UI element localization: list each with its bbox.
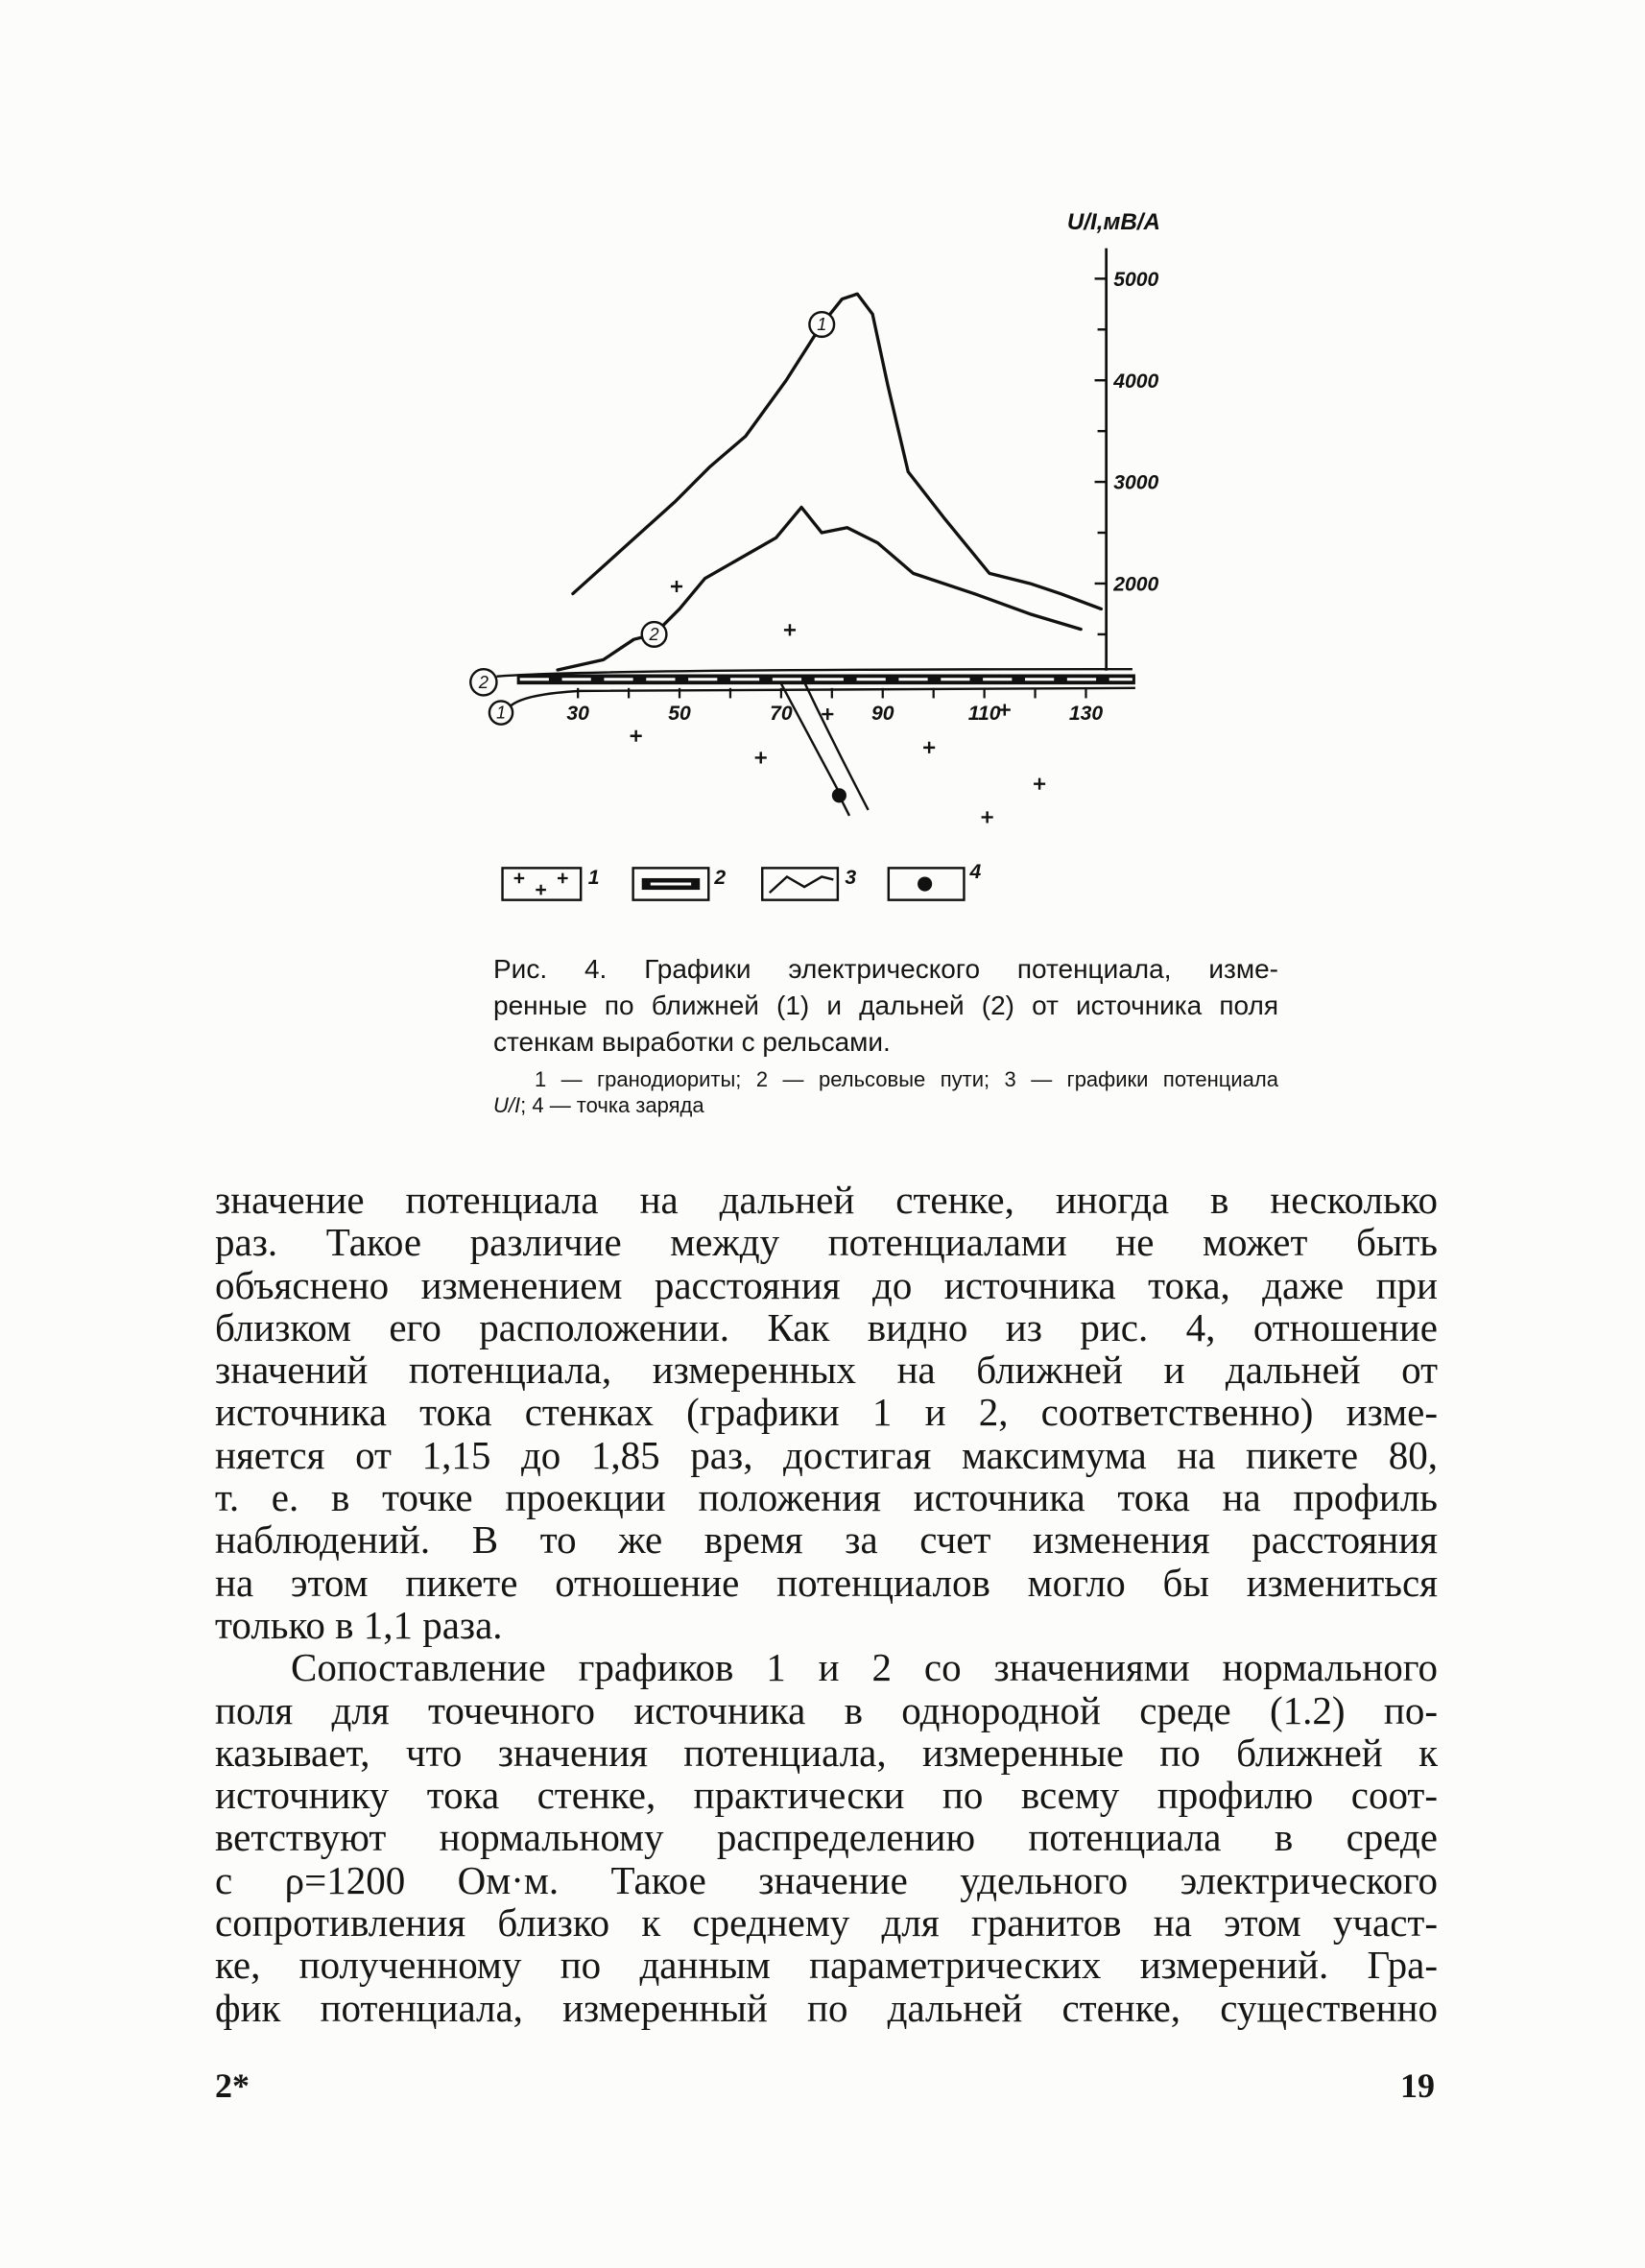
body-line: источника тока стенках (графики 1 и 2, соответственно) изме- — [215, 1390, 1438, 1435]
body-line: наблюдений. В то же время за счет изменения расстояния — [215, 1517, 1438, 1563]
y-tick-label: 4000 — [1113, 370, 1159, 393]
body-line: т. е. в точке проекции положения источника тока на профиль — [215, 1475, 1438, 1520]
caption-legend-line: 1 — гранодиориты; 2 — рельсовые пути; 3 — графики потенциала — [535, 1067, 1278, 1091]
caption-legend-line — [493, 1092, 1278, 1118]
near-wall-label-text: 1 — [495, 703, 507, 723]
body-line: значение потенциала на дальней стенке, иногда в несколько — [215, 1178, 1438, 1222]
x-tick-label: 50 — [668, 703, 691, 726]
granodiorite-symbol — [784, 624, 796, 635]
legend-item-charge — [889, 861, 982, 900]
x-tick-label: 110 — [967, 703, 1001, 726]
rails — [496, 669, 1134, 705]
signature-mark: 2* — [215, 2066, 250, 2105]
far-wall-label — [470, 669, 496, 695]
x-tick-label: 70 — [770, 703, 793, 726]
legend-item-granodiorite — [503, 867, 600, 900]
caption-legend-italic: U/I — [493, 1093, 521, 1117]
granodiorite-symbol — [755, 752, 767, 763]
caption-line: стенкам выработки с рельсами. — [493, 1026, 891, 1057]
body-line: раз. Такое различие между потенциалами не может быть — [215, 1220, 1438, 1265]
body-line: близком его расположении. Как видно из рис. 4, отношение — [215, 1304, 1438, 1349]
granodiorite-symbol — [822, 708, 833, 720]
legend-label: 4 — [969, 860, 982, 883]
y-axis-ticks — [1095, 269, 1159, 634]
body-line: значений потенциала, измеренных на ближней и дальней от — [215, 1348, 1438, 1393]
potential-curves — [558, 294, 1101, 670]
series-marker-label: 2 — [649, 624, 659, 644]
body-line: поля для точечного источника в однородной среде (1.2) по- — [215, 1687, 1438, 1732]
x-axis-ticks — [566, 688, 1103, 725]
near-wall-line — [512, 688, 1135, 705]
body-text — [215, 1179, 1438, 2029]
curve-markers — [642, 312, 834, 647]
far-wall-label-text: 2 — [478, 672, 489, 692]
legend-label: 2 — [714, 867, 727, 890]
x-tick-label: 90 — [870, 703, 894, 726]
borehole — [781, 682, 869, 816]
y-tick-label: 2000 — [1113, 573, 1159, 596]
figure-caption — [493, 951, 1278, 1060]
figure-legend — [503, 861, 982, 900]
body-line: казывает, что значения потенциала, измеренные по ближней к — [215, 1730, 1438, 1775]
series-2-line — [558, 508, 1081, 670]
y-axis-title: U/I,мВ/А — [1066, 208, 1161, 235]
caption-line: Рис. 4. Графики электрического потенциала, изме- — [493, 954, 1278, 984]
series-1-line — [573, 294, 1101, 609]
x-tick-label: 30 — [566, 703, 589, 726]
potential-figure — [0, 0, 1645, 941]
granodiorite-symbol — [631, 730, 642, 742]
legend-item-curves — [762, 867, 856, 900]
body-line: только в 1,1 раза. — [215, 1602, 503, 1647]
series-2-marker — [642, 622, 667, 647]
body-line: объяснено изменением расстояния до источника тока, даже при — [215, 1262, 1438, 1307]
body-line: сопротивления близко к среднему для гранитов на этом участ- — [215, 1900, 1438, 1946]
granodiorite-symbol — [999, 704, 1011, 715]
page-number: 19 — [1400, 2066, 1435, 2105]
dot-icon — [918, 876, 932, 891]
caption-legend — [493, 1066, 1278, 1118]
series-marker-label: 1 — [817, 315, 827, 335]
caption-line: ренные по ближней (1) и дальней (2) от источника поля — [493, 990, 1278, 1020]
x-tick-label: 130 — [1068, 703, 1104, 726]
legend-item-rails — [633, 867, 727, 900]
body-line: няется от 1,15 до 1,85 раз, достигая максимума на пикете 80, — [215, 1432, 1438, 1477]
y-tick-label: 5000 — [1113, 268, 1159, 291]
granodiorite-symbol — [982, 811, 993, 823]
series-1-marker — [809, 312, 834, 337]
near-wall-label — [489, 701, 513, 724]
charge-point — [832, 788, 846, 802]
granodiorite-symbol — [923, 742, 935, 753]
legend-label: 1 — [587, 867, 600, 890]
y-tick-label: 3000 — [1113, 471, 1159, 494]
granodiorite-symbol — [1034, 778, 1045, 790]
body-line: источнику тока стенке, практически по всему профилю соот- — [215, 1773, 1438, 1818]
body-line: Сопоставление графиков 1 и 2 со значениями нормального — [291, 1645, 1438, 1690]
wavy-line-icon — [770, 876, 834, 893]
body-line: ке, полученному по данным параметрических измерений. Гра- — [215, 1943, 1438, 1988]
body-line: с ρ=1200 Ом·м. Такое значение удельного электрического — [215, 1857, 1438, 1902]
body-line: ветствуют нормальному распределению потенциала в среде — [215, 1815, 1438, 1860]
legend-label: 3 — [845, 867, 857, 890]
caption-legend-rest: ; 4 — точка заряда — [520, 1093, 704, 1117]
plus-pattern-icon — [514, 873, 568, 895]
body-line: на этом пикете отношение потенциалов могло бы измениться — [215, 1560, 1438, 1605]
body-line: фик потенциала, измеренный по дальней стенке, существенно — [215, 1985, 1438, 2030]
granodiorite-symbol — [671, 581, 682, 592]
